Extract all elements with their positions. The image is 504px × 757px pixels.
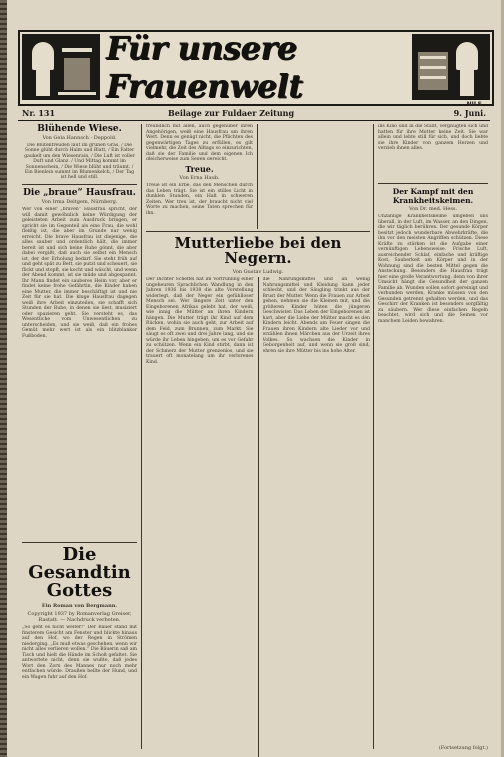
article-text: Wer von einer „braven“ Hausfrau spricht, der will damit gewöhnlich keine Würdigung der geleisteten Arbeit zum Ausdruck bringen, er spricht sie im Gegenteil als eine Frau, die wohl fleißig ist, die aber im Grunde nur wenig erreicht. Die brave Hausfrau ist diejenige, die alles sauber und ordentlich hält, die immer bereit ist und sich keine Ruhe gönnt, die aber dabei vergißt, daß auch sie selbst ein Mensch ist, der der Erholung bedarf. Sie steht früh auf und geht spät zu Bett, sie putzt und scheuert, sie flickt und stopft, sie kocht und wäscht, und wenn der Abend kommt, ist sie müde und abgespannt. Ihr Mann findet ein sauberes Heim vor, aber er findet keine frohe Gefährtin, die Kinder haben eine Mutter, die immer beschäftigt ist und nie Zeit für sie hat. Die kluge Hausfrau dagegen weiß ihre Arbeit einzuteilen, sie schafft sich Stunden der Ruhe, in denen sie liest, musiziert oder spazieren geht. Sie versteht es, das Wesentliche vom Unwesentlichen zu unterscheiden, und sie weiß, daß ein frohes Gemüt mehr wert ist als ein blitzblanker Fußboden. xyxy=(22,207,137,339)
health-article-author: Von Dr. med. Hess. xyxy=(408,206,458,212)
treue-title: Treue. xyxy=(185,164,214,174)
column-left xyxy=(22,124,137,751)
column-right xyxy=(378,124,488,751)
masthead-illustration-right xyxy=(412,34,490,100)
column-middle-top xyxy=(146,124,253,227)
archive-stamp: NILS xyxy=(466,101,482,108)
article-author: Von Irma Deltgem, Nürnberg. xyxy=(41,199,118,205)
main-story xyxy=(146,236,370,751)
poem-author: Von Gela Hannsch - Deppold. xyxy=(42,135,117,141)
poem-title: Blühende Wiese. xyxy=(37,124,122,134)
masthead xyxy=(18,30,494,106)
main-story-rule xyxy=(146,231,370,232)
issue-number: Nr. 131 xyxy=(22,108,56,118)
masthead-illustration-left xyxy=(22,34,100,100)
main-story-columns xyxy=(146,277,370,757)
column-rule xyxy=(257,124,258,229)
column-rule xyxy=(373,124,374,749)
issue-info-bar xyxy=(18,108,490,121)
health-article-text: Unzählige Krankheitskeime umgeben uns überall, in der Luft, im Wasser, an den Dingen, die wir täglich berühren. Der gesunde Körper besitzt jedoch wunderbare Abwehrkräfte, die ihn vor den meisten Angriffen schützen. Diese Kräfte zu stärken ist die Aufgabe einer vernünftigen Lebensweise. Frische Luft, ausreichender Schlaf, einfache und kräftige Kost, Sauberkeit am Körper und in der Wohnung sind die besten Mittel gegen die Ansteckung. Besonders die Hausfrau trägt hier eine große Verantwortung, denn von ihrer Umsicht hängt die Gesundheit der ganzen Familie ab. Wunden sollen sofort gereinigt und verbunden werden, Kranke müssen von den Gesunden getrennt gehalten werden, und das Geschirr der Kranken ist besonders sorgfältig zu säubern. Wer diese einfachen Regeln beachtet, wird sich und die Seinen vor manchem Leiden bewahren. xyxy=(378,214,488,324)
main-story-author: Von Gustav Ludwig. xyxy=(232,269,284,275)
story-title: Die Gesandtin Gottes xyxy=(28,544,131,601)
binding-edge xyxy=(0,0,7,757)
masthead-title: Für unsere Frauenwelt xyxy=(106,29,303,105)
continued-text: freundlich mit allen, auch gegenüber ihren Angehörigen, weiß eine Hausfrau um ihren Wert. Denn es genügt nicht, die Pflichten des gegenwärtigen Tages zu erfüllen, es gilt vielmehr, die Zeit des Alltags so einzurichten, daß sie der Familie und dem eigenen Ich gleicherweise zum Segen gereicht. xyxy=(146,124,253,160)
article-title: Die „braue“ Hausfrau. xyxy=(23,188,136,198)
poem-text: Die Blütenfreuden laut im grünen Gras, / Die Sonne glüht durch Halm und Blatt, / Ein Falter gaukelt um den Wiesenrain, / Die Luft ist voller Duft und Glanz. / Und Mittag kommt im Sonnenschein, / Die Wiese blüht und träumt. / Ein Bienlein summt im Blumenkelch, / Der Tag ist hell und still. xyxy=(24,143,135,181)
continued-text-right: ins Kino und in die Stadt, vergnügten sich und hatten für ihre Mutter keine Zeit. Sie war allein und lebte still für sich, und doch liebte sie ihre Kinder von ganzem Herzen und verzieh ihnen alles. xyxy=(378,124,488,151)
story-credit: Copyright 1937 by Romanverlag Greiser, Rastatt. — Nachdruck verboten. xyxy=(27,611,132,623)
treue-text: Treue ist ein Erbe, das den Menschen durch das Leben trägt. Sie ist ein stilles Licht in dunklen Stunden, ein Halt in schweren Zeiten. Wer treu ist, der braucht nicht viel Worte zu machen, seine Taten sprechen für ihn. xyxy=(146,183,253,216)
main-story-title: Mutterliebe bei den Negern. xyxy=(174,234,342,267)
continued-note: (Fortsetzung folgt.) xyxy=(438,745,488,751)
main-story-column-2: die Nahrungsmittel und an wenig Nahrungsmittel und Kleidung kann jeder schlecht, und der Säugling trinkt aus der Brust der Mutter. Wenn die Frauen zur Arbeit gehen, nehmen sie die Kleinen mit, und die größeren Kinder hüten die jüngeren Geschwister. Das Leben der Eingeborenen ist hart, aber die Liebe der Mütter macht es den Kindern leicht. Abends am Feuer singen die Frauen ihren Kindern alte Lieder vor und erzählen ihnen Märchen aus der Urzeit ihres Volkes. So wachsen die Kinder in Geborgenheit auf, und wenn sie groß sind, ehren sie ihre Mütter bis ins hohe Alter. xyxy=(262,277,370,354)
story-text: „So geht es nicht weiter!“ Der Bauer stand mit finsterem Gesicht am Fenster und blickte hinaus auf den Hof, wo der Regen in Strömen niederging. „Es muß etwas geschehen, wenn wir nicht alles verlieren wollen.“ Die Bäuerin saß am Tisch und hielt die Hände im Schoß gefaltet. Sie antwortete nicht, denn sie wußte, daß jedes Wort den Zorn des Mannes nur noch mehr entfachen würde. Draußen bellte der Hund, und ein Wagen fuhr auf den Hof. xyxy=(22,625,137,680)
supplement-note: Beilage zur Fuldaer Zeitung xyxy=(168,108,295,118)
main-story-column-1: Der Dichter Scheffel hat im Vorfrühling einer ungeheuren Sprachlichen Wandlung in den Jahren 1936 bis 1938 die alte Vorstellung widerlegt, daß der Neger ein gefühlloser Mensch sei. Wer längere Zeit unter den Eingeborenen Afrikas gelebt hat, der weiß, wie innig die Mütter an ihren Kindern hängen. Die Mutter trägt ihr Kind auf dem Rücken, wohin sie auch geht, zur Arbeit auf dem Feld, zum Brunnen, zum Markt. Sie säugt es oft zwei und drei Jahre lang, und sie würde ihr Leben hingeben, um es vor Gefahr zu schützen. Wenn ein Kind stirbt, dann ist der Schmerz der Mutter grenzenlos, und sie trauert oft monatelang um ihr verlorenes Kind. xyxy=(146,277,254,365)
issue-date: 9. Juni. xyxy=(453,108,486,118)
story-subtitle: Ein Roman von Bergmann. xyxy=(41,603,118,609)
treue-author: Von Erna Haub. xyxy=(179,175,220,181)
health-article-title: Der Kampf mit den Krankheitskeimen. xyxy=(392,187,474,205)
column-rule xyxy=(141,124,142,749)
